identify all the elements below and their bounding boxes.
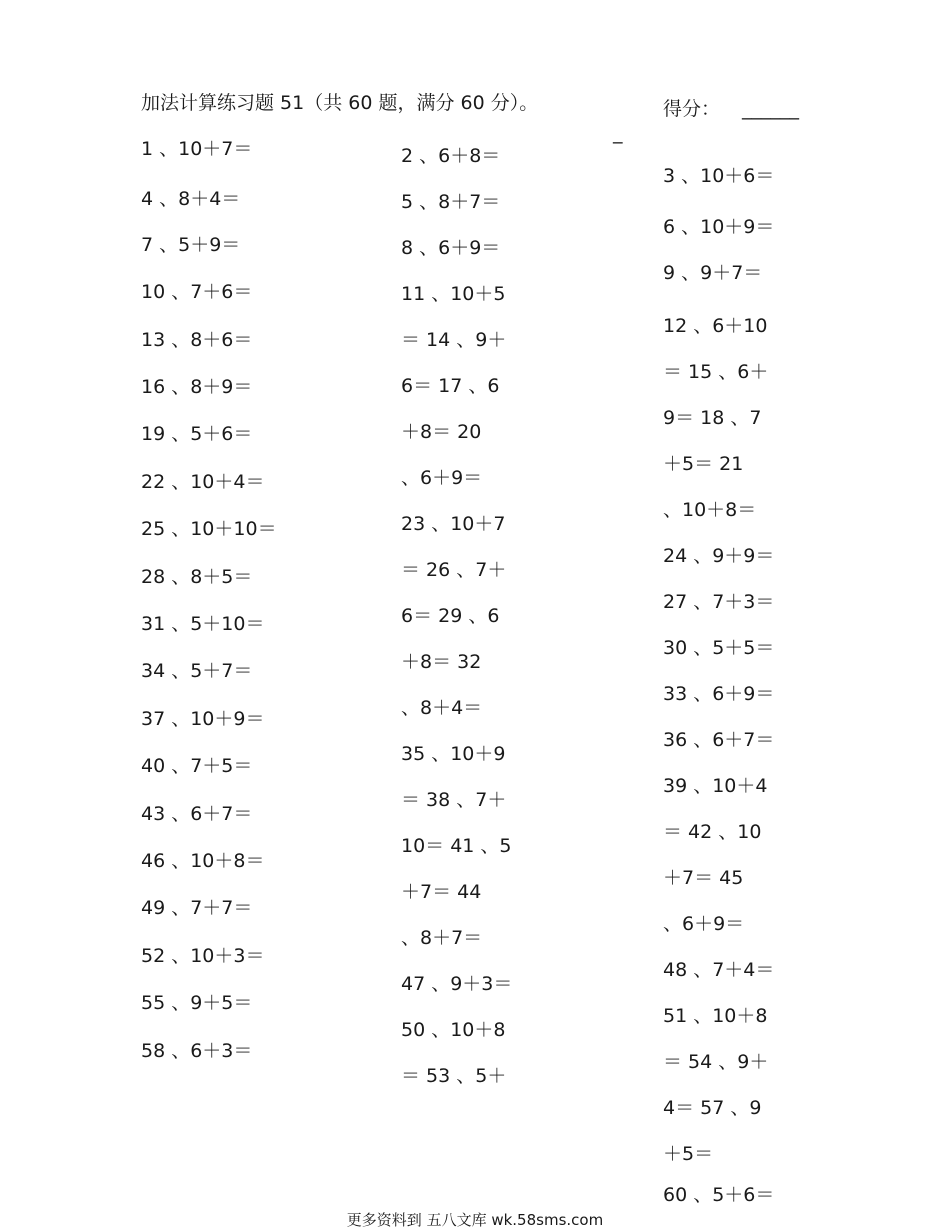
problem-line: 、6＋9＝	[663, 913, 745, 935]
problem-line: ＝ 14 、9＋	[401, 329, 507, 351]
problem-line: ＝ 15 、6＋	[663, 361, 769, 383]
problem-line: 10 、7＋6＝	[141, 281, 253, 303]
problem-line: 6 、10＋9＝	[663, 216, 775, 238]
problem-line: 19 、5＋6＝	[141, 423, 253, 445]
problem-line: 27 、7＋3＝	[663, 591, 775, 613]
problem-line: 4＝ 57 、9	[663, 1097, 762, 1119]
problem-line: 40 、7＋5＝	[141, 755, 253, 777]
problem-line: 6＝ 29 、6	[401, 605, 500, 627]
problem-line: ＋5＝	[663, 1143, 714, 1165]
problem-line: ＝ 54 、9＋	[663, 1051, 769, 1073]
problem-line: ＝ 38 、7＋	[401, 789, 507, 811]
problem-line: 13 、8＋6＝	[141, 329, 253, 351]
problem-line: 11 、10＋5	[401, 283, 506, 305]
problem-line: ＋8＝ 20	[401, 421, 482, 443]
problem-line: 、6＋9＝	[401, 467, 483, 489]
worksheet-title: 加法计算练习题 51（共 60 题，满分 60 分）。	[141, 92, 539, 114]
problem-line: 36 、6＋7＝	[663, 729, 775, 751]
problem-line: ＝ 26 、7＋	[401, 559, 507, 581]
problem-line: 31 、5＋10＝	[141, 613, 265, 635]
problem-line: 39 、10＋4	[663, 775, 768, 797]
problem-line: ＋8＝ 32	[401, 651, 482, 673]
score-blank: ______	[742, 98, 800, 120]
problem-line: 4 、8＋4＝	[141, 188, 241, 210]
problem-line: 10＝ 41 、5	[401, 835, 512, 857]
problem-line: 12 、6＋10	[663, 315, 768, 337]
problem-line: 47 、9＋3＝	[401, 973, 513, 995]
score-label: 得分：	[663, 98, 721, 120]
problem-line: 2 、6＋8＝	[401, 145, 501, 167]
problem-line: 46 、10＋8＝	[141, 850, 265, 872]
stray-dash: _	[613, 122, 623, 144]
problem-line: 35 、10＋9	[401, 743, 506, 765]
problem-line: 、10＋8＝	[663, 499, 757, 521]
problem-line: 22 、10＋4＝	[141, 471, 265, 493]
problem-line: 9＝ 18 、7	[663, 407, 762, 429]
problem-line: ＋7＝ 44	[401, 881, 482, 903]
problem-line: 28 、8＋5＝	[141, 566, 253, 588]
problem-line: 34 、5＋7＝	[141, 660, 253, 682]
problem-line: 5 、8＋7＝	[401, 191, 501, 213]
problem-line: 43 、6＋7＝	[141, 803, 253, 825]
problem-line: 30 、5＋5＝	[663, 637, 775, 659]
problem-line: 49 、7＋7＝	[141, 897, 253, 919]
problem-line: ＝ 53 、5＋	[401, 1065, 507, 1087]
score-field	[663, 94, 799, 121]
problem-line: 58 、6＋3＝	[141, 1040, 253, 1062]
problem-line: 23 、10＋7	[401, 513, 506, 535]
problem-line: 37 、10＋9＝	[141, 708, 265, 730]
problem-line: ＝ 42 、10	[663, 821, 762, 843]
problem-line: 50 、10＋8	[401, 1019, 506, 1041]
problem-line: 33 、6＋9＝	[663, 683, 775, 705]
problem-line: 、8＋7＝	[401, 927, 483, 949]
problem-line: 9 、9＋7＝	[663, 262, 763, 284]
problem-line: 55 、9＋5＝	[141, 992, 253, 1014]
problem-line: ＋7＝ 45	[663, 867, 744, 889]
problem-line: 6＝ 17 、6	[401, 375, 500, 397]
problem-line: 、8＋4＝	[401, 697, 483, 719]
problem-line: 52 、10＋3＝	[141, 945, 265, 967]
problem-line: 48 、7＋4＝	[663, 959, 775, 981]
problem-line: 7 、5＋9＝	[141, 234, 241, 256]
problem-line: 8 、6＋9＝	[401, 237, 501, 259]
problem-line: ＋5＝ 21	[663, 453, 744, 475]
problem-line: 16 、8＋9＝	[141, 376, 253, 398]
problem-line: 60 、5＋6＝	[663, 1184, 775, 1206]
problem-line: 1 、10＋7＝	[141, 138, 253, 160]
problem-line: 51 、10＋8	[663, 1005, 768, 1027]
problem-line: 24 、9＋9＝	[663, 545, 775, 567]
footer-text: 更多资料到 五八文库 wk.58sms.com	[346, 1211, 604, 1229]
problem-line: 3 、10＋6＝	[663, 165, 775, 187]
problem-line: 25 、10＋10＝	[141, 518, 277, 540]
